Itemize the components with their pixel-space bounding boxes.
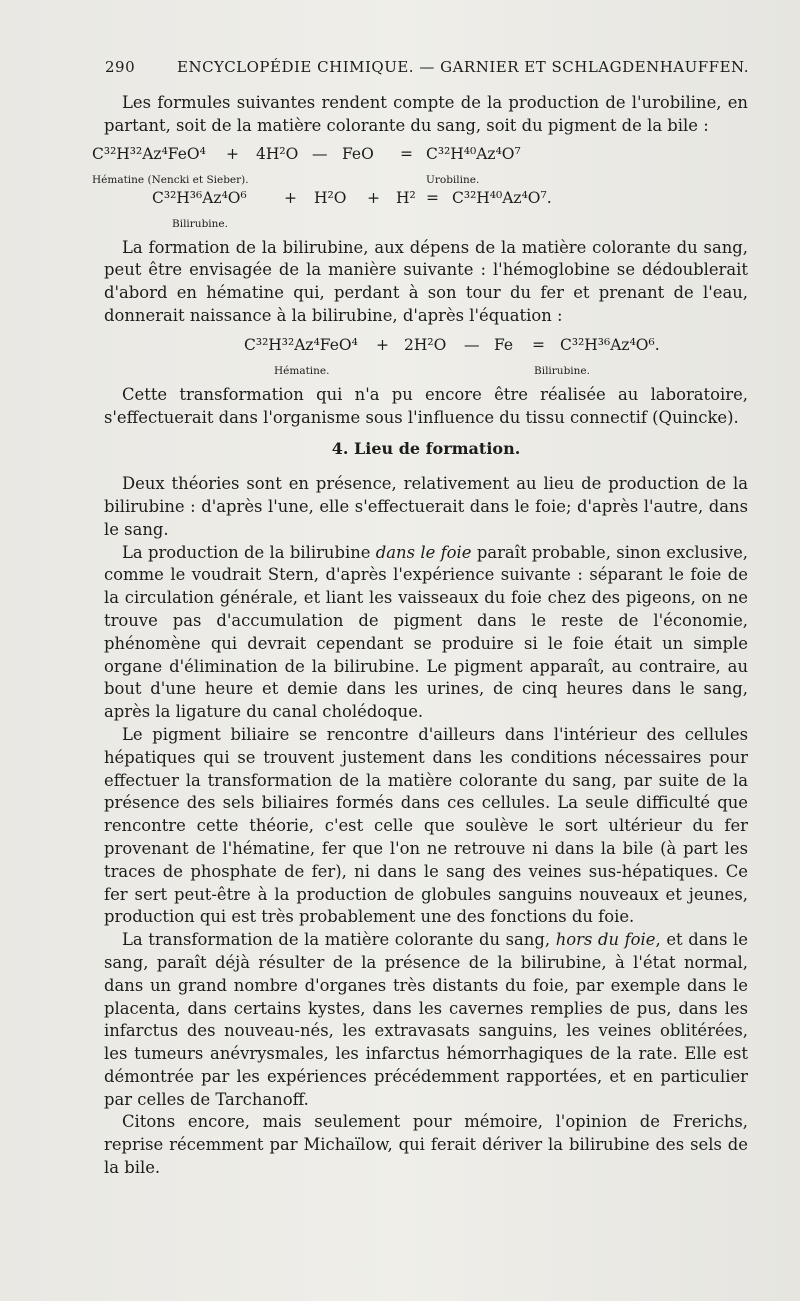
- formula2-equals: =: [426, 188, 439, 207]
- formula1-plus: +: [226, 144, 239, 163]
- formula1-iron-oxide: FeO: [342, 144, 374, 163]
- page-body: [92, 92, 748, 1180]
- text-run: , et dans le sang, paraît déjà résulter de la présence de la bilirubine, à l'état normal, dans un grand nombre d'organes très distants du foie, par exemple dans le placenta, dans certains kystes, dans les cavernes remplies de pus, dans les infarctus des nouveau-nés, les extravasats sanguins, les veines oblitérées, les tumeurs anévrysmales, les infarctus hémorrhagiques de la rate. Elle est démontrée par les expériences précédemment rapportées, et en particulier par celles de Tarchanoff.: [104, 930, 748, 1109]
- text-run: paraît probable, sinon exclusive, comme le voudrait Stern, d'après l'expérience suivante : séparant le foie de la circulation générale, et liant les vaisseaux du foie chez des pigeons, on ne trouve pas d'accumulation de pigment dans le reste de l'économie, phénomène qui devrait cependant se produire si le foie était un simple organe d'élimination de la bilirubine. Le pigment apparaît, au contraire, au bout d'une heure et demie dans les urines, de cinq heures dans le sang, après la ligature du canal cholédoque.: [104, 542, 748, 722]
- formula2-product: C³²H⁴⁰Az⁴O⁷.: [452, 188, 552, 207]
- paragraph-formation-bilirubine: La formation de la bilirubine, aux dépens de la matière colorante du sang, peut être envisagée de la manière suivante : l'hémoglobine se dédoublerait d'abord en hématine qui, perdant à son tour du fer et prenant de l'eau, donnerait naissance à la bilirubine, d'après l'équation :: [104, 237, 748, 325]
- formula-bilirubine-urobiline: [104, 187, 748, 212]
- formula3-iron: Fe: [494, 335, 514, 354]
- formula2-reactant: C³²H³⁶Az⁴O⁶: [152, 188, 247, 207]
- formula2-plus-2: +: [367, 188, 380, 207]
- text-run: La transformation de la matière colorante du sang,: [122, 930, 556, 950]
- page-number: 290: [105, 58, 136, 76]
- formula2-labels: [104, 212, 748, 231]
- paragraph-intro: Les formules suivantes rendent compte de la production de l'urobiline, en partant, soit de la matière colorante du sang, soit du pigment de la bile :: [104, 93, 748, 135]
- formula3-reactant: C³²H³²Az⁴FeO⁴: [244, 335, 358, 354]
- formula3-label-right: Bilirubine.: [534, 364, 590, 377]
- formula1-minus: —: [312, 144, 328, 163]
- paragraph-pigment-biliaire: Le pigment biliaire se rencontre d'ailleurs dans l'intérieur des cellules hépatiques qui se trouvent justement dans les conditions nécessaires pour effectuer la transformation de la matière colorante du sang, par suite de la présence des sels biliaires formés dans ces cellules. La seule difficulté que rencontre cette théorie, c'est celle que soulève le sort ultérieur du fer provenant de l'hématine, fer que l'on ne retrouve ni dans la bile (à part les traces de phosphate de fer), ni dans le sang des veines sus-hépatiques. Ce fer sert peut-être à la production de globules sanguins nouveaux et jeunes, production qui est très probablement une des fonctions du foie.: [104, 724, 748, 927]
- formula1-labels: [92, 168, 748, 187]
- paragraph-foie: [104, 542, 748, 724]
- formula-hematine-bilirubine: [104, 334, 748, 359]
- section-heading: 4. Lieu de formation.: [331, 439, 521, 459]
- paragraph-frerichs: Citons encore, mais seulement pour mémoire, l'opinion de Frerichs, reprise récemment par Michaïlow, qui ferait dériver la bilirubine des sels de la bile.: [104, 1112, 748, 1178]
- formula1-water: 4H²O: [256, 144, 299, 163]
- paragraph-laboratoire: Cette transformation qui n'a pu encore être réalisée au laboratoire, s'effectuerait dans l'organisme sous l'influence du tissu connectif (Quincke).: [104, 384, 748, 427]
- formula3-label-left: Hématine.: [274, 364, 330, 377]
- formula1-reactant: C³²H³²Az⁴FeO⁴: [92, 144, 206, 163]
- formula2-label-left: Bilirubine.: [172, 217, 228, 230]
- text-run: La production de la bilirubine: [122, 542, 376, 562]
- italic-text: hors du foie: [555, 930, 656, 950]
- formula3-product: C³²H³⁶Az⁴O⁶.: [560, 335, 660, 354]
- formula1-label-left: Hématine (Nencki et Sieber).: [92, 173, 249, 186]
- paragraph-hors-du-foie: [104, 929, 748, 1111]
- formula1-label-right: Urobiline.: [426, 173, 480, 186]
- formula3-equals: =: [532, 335, 545, 354]
- italic-text: dans le foie: [375, 542, 472, 562]
- formula3-labels: [104, 359, 748, 378]
- paragraph-theories: Deux théories sont en présence, relativement au lieu de production de la bilirubine : d'après l'une, elle s'effectuerait dans le foie; d'après l'autre, dans le sang.: [104, 474, 748, 539]
- formula3-plus: +: [376, 335, 389, 354]
- formula1-equals: =: [400, 144, 413, 163]
- running-title: ENCYCLOPÉDIE CHIMIQUE. — GARNIER ET SCHLAGDENHAUFFEN.: [177, 58, 749, 76]
- formula3-minus: —: [464, 335, 480, 354]
- running-header: [105, 58, 760, 80]
- formula2-hydrogen: H²: [396, 188, 416, 207]
- formula1-product: C³²H⁴⁰Az⁴O⁷: [426, 144, 521, 163]
- formula2-water: H²O: [314, 188, 347, 207]
- formula3-water: 2H²O: [404, 335, 447, 354]
- formula-hematine-urobiline: [92, 143, 748, 168]
- formula2-plus: +: [284, 188, 297, 207]
